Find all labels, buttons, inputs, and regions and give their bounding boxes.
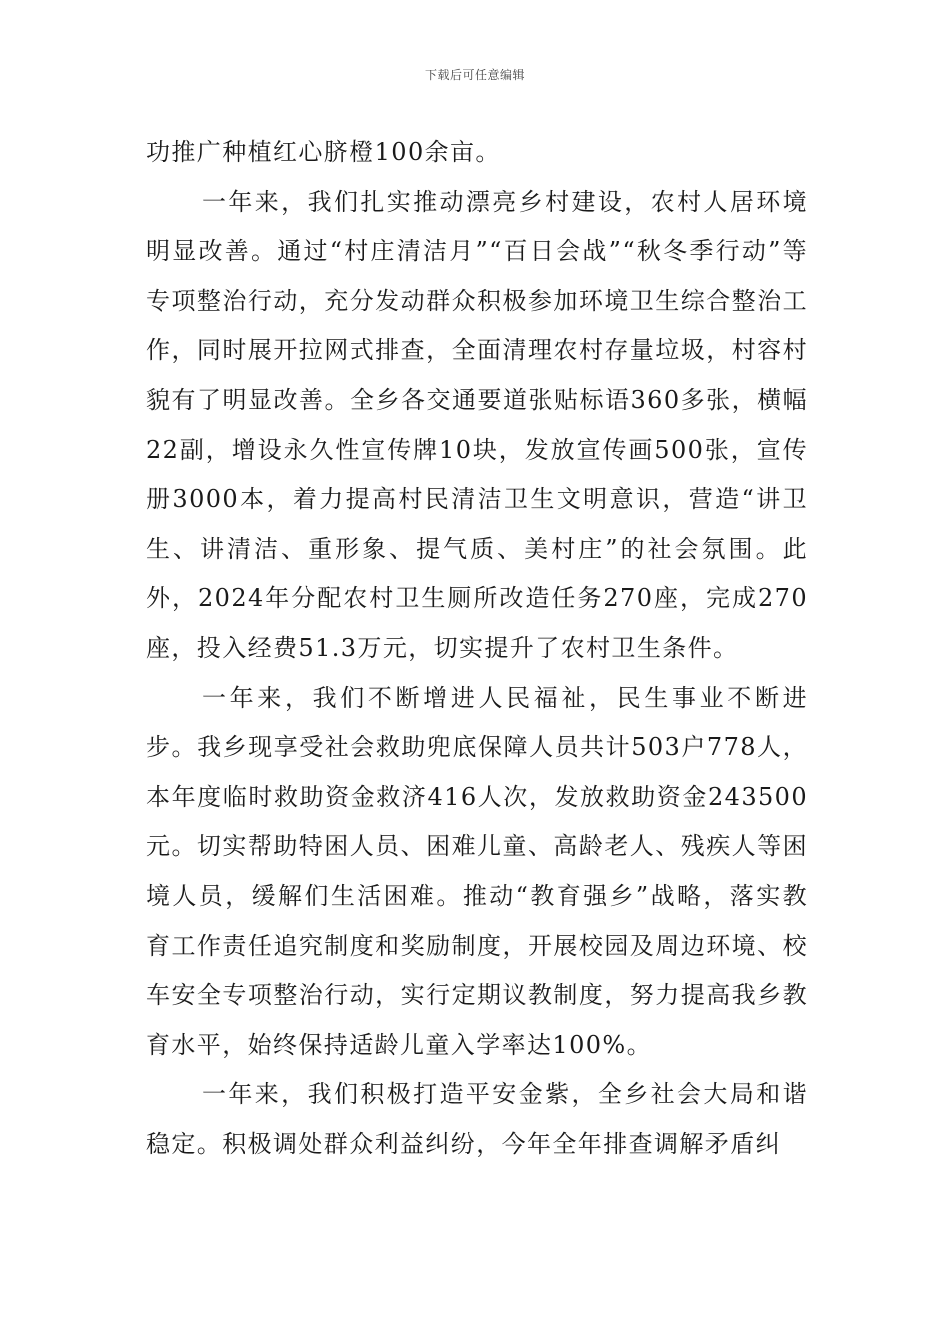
header-note: 下载后可任意编辑 xyxy=(424,68,525,82)
paragraph-4: 一年来，我们积极打造平安金紫，全乡社会大局和谐稳定。积极调处群众利益纠纷，今年全年排查调解矛盾纠 xyxy=(146,1080,808,1158)
paragraph-2: 一年来，我们扎实推动漂亮乡村建设，农村人居环境明显改善。通过“村庄清洁月”“百日会战”“秋冬季行动”等专项整治行动，充分发动群众积极参加环境卫生综合整治工作，同时展开拉网式排查，全面清理农村存量垃圾，村容村貌有了明显改善。全乡各交通要道张贴标语360多张，横幅22副，增设永久性宣传牌10块，发放宣传画500张，宣传册3000本，着力提高村民清洁卫生文明意识，营造“讲卫生、讲清洁、重形象、提气质、美村庄”的社会氛围。此外，2024年分配农村卫生厕所改造任务270座，完成270座，投入经费51.3万元，切实提升了农村卫生条件。 xyxy=(146,187,808,662)
paragraph-1: 功推广种植红心脐橙100余亩。 xyxy=(146,138,501,166)
document-body xyxy=(146,128,808,1169)
paragraph-3: 一年来，我们不断增进人民福祉，民生事业不断进步。我乡现享受社会救助兜底保障人员共计503户778人，本年度临时救助资金救济416人次，发放救助资金243500元。切实帮助特困人员、困难儿童、高龄老人、残疾人等困境人员，缓解们生活困难。推动“教育强乡”战略，落实教育工作责任追究制度和奖励制度，开展校园及周边环境、校车安全专项整治行动，实行定期议教制度，努力提高我乡教育水平，始终保持适龄儿童入学率达100%。 xyxy=(146,683,808,1059)
